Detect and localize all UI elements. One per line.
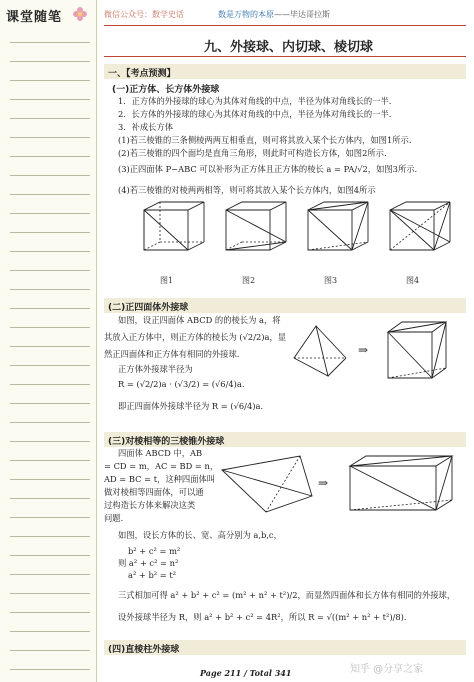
- note-rule-line: [10, 118, 90, 119]
- page-header: [104, 6, 466, 26]
- note-rule-line: [10, 137, 90, 138]
- subsection-band-2: [104, 298, 466, 313]
- text-line: AD = BC = t，这种四面体叫: [104, 474, 216, 484]
- subsection-heading-3: (三)对棱相等的三棱锥外接球: [108, 437, 225, 447]
- tetrahedron: [294, 326, 346, 376]
- note-rule-line: [10, 308, 90, 309]
- text-line: 问题.: [104, 513, 124, 523]
- text-line: 过构造长方体来解决这类: [104, 500, 196, 510]
- subsection-heading-4: (四)直棱柱外接球: [108, 645, 180, 655]
- equation-line: a² + b² = t²: [128, 570, 177, 580]
- figure-4: [390, 202, 450, 250]
- text-line: (3)正四面体 P−ABC 可以补形为正方体且正方体的棱长 a = PA/√2，如图3所示.: [118, 164, 418, 174]
- note-rule-line: [10, 232, 90, 233]
- note-rule-line: [10, 156, 90, 157]
- opposite-edges-figures: [216, 452, 464, 518]
- text-line: 三式相加可得 a² + b² + c² = (m² + n² + t²)/2，而显然四面体和长方体有相同的外接球，: [118, 590, 456, 600]
- tetrahedron-figures: [286, 318, 462, 388]
- note-rule-line: [10, 574, 90, 575]
- title-bar: [104, 34, 466, 57]
- note-rule-line: [10, 612, 90, 613]
- text-line: 3．补成长方体: [118, 122, 174, 132]
- text-line: (2)若三棱锥的四个面均是直角三角形，则此时可构造长方体，如图2所示.: [118, 148, 387, 158]
- subsection-band-4: [104, 640, 466, 655]
- note-rule-line: [10, 422, 90, 423]
- note-rule-line: [10, 194, 90, 195]
- note-rule-line: [10, 99, 90, 100]
- text-line: = CD = m，AC = BD = n，: [104, 461, 219, 471]
- note-rule-line: [10, 479, 90, 480]
- note-rule-line: [10, 498, 90, 499]
- note-rule-line: [10, 251, 90, 252]
- note-rule-line: [10, 42, 90, 43]
- text-line: 四面体 ABCD 中，AB: [118, 448, 203, 458]
- arrow-right-2: ⇒: [318, 476, 329, 490]
- subsection-band-3: [104, 432, 466, 447]
- text-line: 其放入正方体中，则正方体的棱长为 (√2/2)a，显: [104, 332, 287, 342]
- note-rule-line: [10, 669, 90, 670]
- figure-4-caption: 图4: [406, 276, 420, 285]
- subsection-heading-1: (一)正方体、长方体外接球: [112, 85, 220, 95]
- text-line: (1)若三棱锥的三条侧棱两两互相垂直，则可将其放入某个长方体内，如图1所示.: [118, 135, 412, 145]
- figure-1-caption: 图1: [160, 276, 174, 285]
- subsection-heading-2: (二)正四面体外接球: [108, 303, 189, 313]
- figure-3: [308, 202, 368, 250]
- note-rule-line: [10, 631, 90, 632]
- page-title: 九、外接球、内切球、棱切球: [204, 40, 374, 55]
- note-rule-line: [10, 213, 90, 214]
- figure-2-caption: 图2: [242, 276, 256, 285]
- text-line: (4)若三棱锥的对棱两两相等，则可将其放入某个长方体内，如图4所示: [118, 185, 376, 195]
- text-line: 做对棱相等四面体，可以通: [104, 487, 204, 497]
- note-rule-line: [10, 517, 90, 518]
- header-right: ——毕达哥拉斯: [274, 10, 330, 19]
- text-line: 即正四面体外接球半径为 R = (√6/4)a.: [118, 401, 264, 411]
- cuboid: [350, 456, 452, 510]
- header-middle: 数是万物的本原: [218, 10, 274, 19]
- header-rule: [104, 25, 466, 26]
- sidebar-title: 课堂随笔: [6, 10, 63, 25]
- section-heading: [104, 64, 466, 79]
- note-rule-line: [10, 289, 90, 290]
- tetrahedron-in-cube: [388, 322, 446, 378]
- tetrahedron-abcd: [222, 456, 312, 512]
- notes-sidebar: [0, 0, 97, 682]
- figure-2: [226, 202, 286, 250]
- figures-1-4: [134, 200, 454, 270]
- note-rule-line: [10, 61, 90, 62]
- section-heading-text: 一、【考点预测】: [108, 69, 176, 79]
- text-line: 2．长方体的外接球的球心为其体对角线的中点，半径为体对角线长的一半.: [118, 109, 392, 119]
- text-line: 1．正方体的外接球的球心为其体对角线的中点，半径为体对角线长的一半.: [118, 96, 392, 106]
- page-footer: Page 211 / Total 341: [200, 668, 292, 678]
- arrow-right: ⇒: [358, 343, 369, 357]
- note-rule-line: [10, 555, 90, 556]
- equation-line: 则 a² + c² = n²: [118, 558, 179, 568]
- note-rule-line: [10, 403, 90, 404]
- text-line: 然正四面体和正方体有相同的外接球.: [104, 349, 240, 359]
- note-rule-line: [10, 270, 90, 271]
- flower-icon: [70, 4, 90, 24]
- note-rule-line: [10, 650, 90, 651]
- equation-line: b² + c² = m²: [128, 546, 181, 556]
- note-rule-line: [10, 80, 90, 81]
- note-rule-line: [10, 441, 90, 442]
- note-rule-line: [10, 327, 90, 328]
- note-rule-line: [10, 365, 90, 366]
- text-line: 设外接球半径为 R，则 a² + b² + c² = 4R²，所以 R = √((m² + n² + t²)/8).: [118, 612, 407, 622]
- note-rule-line: [10, 460, 90, 461]
- header-left: 微信公众号：数学史话: [104, 10, 184, 19]
- note-rule-line: [10, 175, 90, 176]
- text-line: 如图，设长方体的长、宽、高分别为 a,b,c，: [118, 530, 282, 540]
- note-rule-line: [10, 384, 90, 385]
- text-line: R = (√2/2)a · (√3/2) = (√6/4)a.: [118, 379, 245, 389]
- figure-1: [144, 202, 204, 250]
- text-line: 正方体外接球半径为: [118, 364, 193, 374]
- note-rule-line: [10, 346, 90, 347]
- note-rule-line: [10, 536, 90, 537]
- figure-3-caption: 图3: [324, 276, 338, 285]
- watermark: 知乎 @分享之家: [350, 664, 424, 675]
- note-rule-line: [10, 593, 90, 594]
- text-line: 如图，设正四面体 ABCD 的的棱长为 a，将: [118, 315, 281, 325]
